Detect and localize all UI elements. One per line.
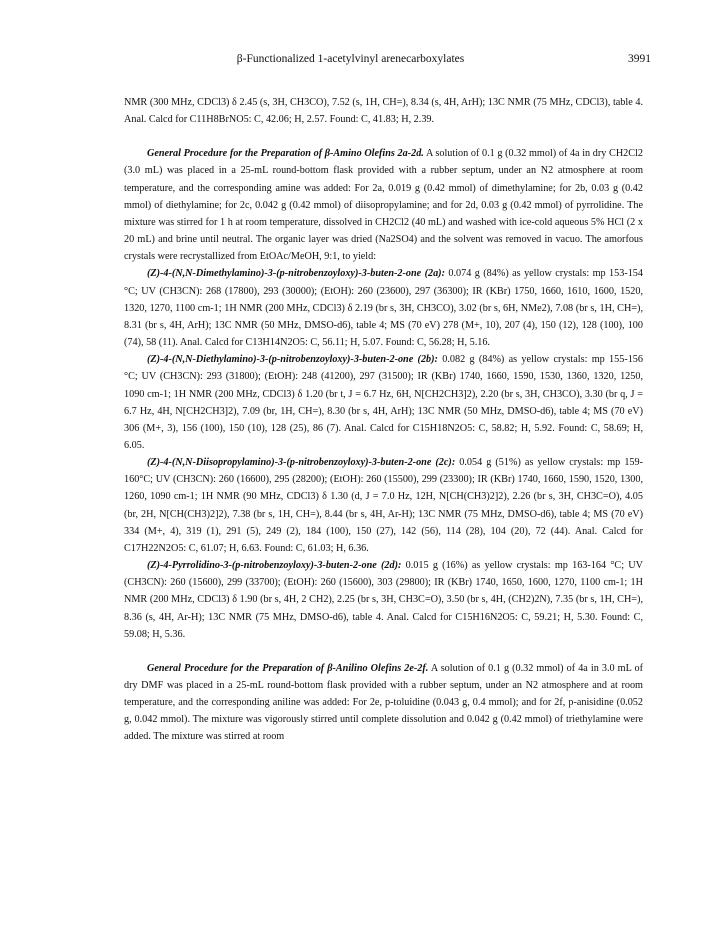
paragraph-compound-2b [124,351,643,454]
compound-heading-2a: (Z)-4-(N,N-Dimethylamino)-3-(p-nitrobenzoyloxy)-3-buten-2-one (2a): [147,268,445,280]
section-heading-anilino: General Procedure for the Preparation of β-Anilino Olefins 2e-2f. [147,662,429,674]
article-body [124,94,643,746]
paragraph-nmr-continuation [124,94,643,128]
compound-heading-2b: (Z)-4-(N,N-Diethylamino)-3-(p-nitrobenzoyloxy)-3-buten-2-one (2b): [147,354,438,366]
paragraph-text: 0.015 g (16%) as yellow crystals: mp 163-164 °C; UV (CH3CN): 260 (15600), 299 (33700); (EtOH): 260 (15600), 303 (29800); IR (KBr) 1740, 1650, 1600, 1270, 1100 cm-1; 1H NMR (200 MHz, CDCl3) δ 1.90 (br s, 4H, 2 CH2), 2.25 (br s, 3H, CH3C=O), 3.50 (br s, 4H, (CH2)2N), 7.35 (br s, 1H, CH=), 8.36 (s, 4H, Ar-H); 13C NMR (75 MHz, DMSO-d6), table 4. Anal. Calcd for C15H16N2O5: C, 59.21; H, 5.30. Found: C, 59.08; H, 5.36. [124,560,643,640]
paragraph-compound-2a [124,265,643,351]
paragraph-text: A solution of 0.1 g (0.32 mmol) of 4a in 3.0 mL of dry DMF was placed in a 25-mL round-bottom flask provided with a rubber septum, under an N2 atmosphere and at room temperature, and the corresponding aniline was added: For 2e, p-toluidine (0.043 g, 0.4 mmol); and for 2f, p-anisidine (0.052 g, 0.042 mmol). The mixture was vigorously stirred until complete dissolution and 0.042 g (0.42 mmol) of triethylamine were added. The mixture was stirred at room [124,662,643,743]
paragraph-compound-2c [124,454,643,557]
paragraph-text: 0.074 g (84%) as yellow crystals: mp 153-154 °C; UV (CH3CN): 268 (17800), 293 (30000); (EtOH): 260 (23600), 297 (36300); IR (KBr) 1750, 1660, 1610, 1600, 1520, 1320, 1270, 1100 cm-1; 1H NMR (200 MHz, CDCl3) δ 2.19 (br s, 3H, CH3CO), 3.02 (br s, 6H, NMe2), 7.08 (br s, 1H, CH=), 8.31 (br s, 4H, ArH); 13C NMR (50 MHz, DMSO-d6), table 4; MS (70 eV) 278 (M+, 10), 207 (4), 150 (12), 128 (100), 100 (74), 58 (11). Anal. Calcd for C13H14N2O5: C, 56.11; H, 5.07. Found: C, 56.28; H, 5.16. [124,268,643,349]
compound-heading-2c: (Z)-4-(N,N-Diisopropylamino)-3-(p-nitrobenzoyloxy)-3-buten-2-one (2c): [147,457,456,469]
page-number: 3991 [628,53,651,65]
paragraph-text: 0.054 g (51%) as yellow crystals: mp 159-160°C; UV (CH3CN): 260 (16600), 295 (28200); (EtOH): 260 (15500), 299 (23300); IR (KBr) 1740, 1660, 1590, 1520, 1300, 1260, 1090 cm-1; 1H NMR (90 MHz, CDCl3) δ 1.30 (d, J = 7.0 Hz, 12H, N[CH(CH3)2]2), 2.26 (br s, 3H, CH3C=O), 4.05 (br, 2H, N[CH(CH3)2]2), 7.38 (br s, 1H, CH=), 8.44 (br s, 4H, Ar-H); 13C NMR (75 MHz, DMSO-d6), table 4; MS (70 eV) 334 (M+, 4), 319 (1), 291 (5), 249 (2), 184 (100), 150 (27), 142 (56), 114 (28), 104 (20), 72 (44). Anal. Calcd for C17H22N2O5: C, 61.07; H, 6.63. Found: C, 61.03; H, 6.36. [124,457,643,554]
paragraph-text: A solution of 0.1 g (0.32 mmol) of 4a in dry CH2Cl2 (3.0 mL) was placed in a 25-mL round-bottom flask provided with a rubber septum, under an N2 atmosphere at room temperature, and the corresponding amine was added: For 2a, 0.019 g (0.42 mmol) of dimethylamine; for 2b, 0.03 g (0.42 mmol) of diethylamine; for 2c, 0.042 g (0.42 mmol) of diisopropylamine; and for 2d, 0.03 g (0.42 mmol) of pyrrolidine. The mixture was stirred for 1 h at room temperature, dissolved in CH2Cl2 (40 mL) and washed with ice-cold aqueous 5% HCl (2 x 20 mL) and brine until neutral. The organic layer was dried (Na2SO4) and the solvent was removed in vacuo. The amorfous crystals were recrystallized from EtOAc/MeOH, 9:1, to yield: [124,148,643,263]
section-heading-amino: General Procedure for the Preparation of β-Amino Olefins 2a-2d. [147,148,424,160]
compound-heading-2d: (Z)-4-Pyrrolidino-3-(p-nitrobenzoyloxy)-3-buten-2-one (2d): [147,560,402,572]
paragraph-amino-procedure [124,145,643,265]
paragraph-compound-2d [124,557,643,643]
running-title: β-Functionalized 1-acetylvinyl arenecarboxylates [236,53,465,65]
running-header [0,53,701,69]
paragraph-text: NMR (300 MHz, CDCl3) δ 2.45 (s, 3H, CH3CO), 7.52 (s, 1H, CH=), 8.34 (s, 4H, ArH); 13C NMR (75 MHz, CDCl3), table 4. Anal. Calcd for C11H8BrNO5: C, 42.06; H, 2.57. Found: C, 41.83; H, 2.39. [124,97,643,126]
paragraph-text: 0.082 g (84%) as yellow crystals: mp 155-156 °C; UV (CH3CN): 293 (31800); (EtOH): 248 (41200), 297 (31500); IR (KBr) 1740, 1660, 1590, 1530, 1360, 1320, 1250, 1090 cm-1; 1H NMR (200 MHz, CDCl3) δ 1.20 (br t, J = 6.7 Hz, 6H, N[CH2CH3]2), 2.20 (br s, 3H, CH3CO), 3.30 (br q, J = 6.7 Hz, 4H, N[CH2CH3]2), 7.09 (br, 1H, CH=), 8.30 (br s, 4H, ArH); 13C NMR (50 MHz, DMSO-d6), table 4; MS (70 eV) 306 (M+, 3), 156 (100), 150 (10), 128 (25), 86 (7). Anal. Calcd for C15H18N2O5: C, 58.82; H, 5.92. Found: C, 58.69; H, 6.05. [124,354,643,451]
paragraph-anilino-procedure [124,660,643,746]
